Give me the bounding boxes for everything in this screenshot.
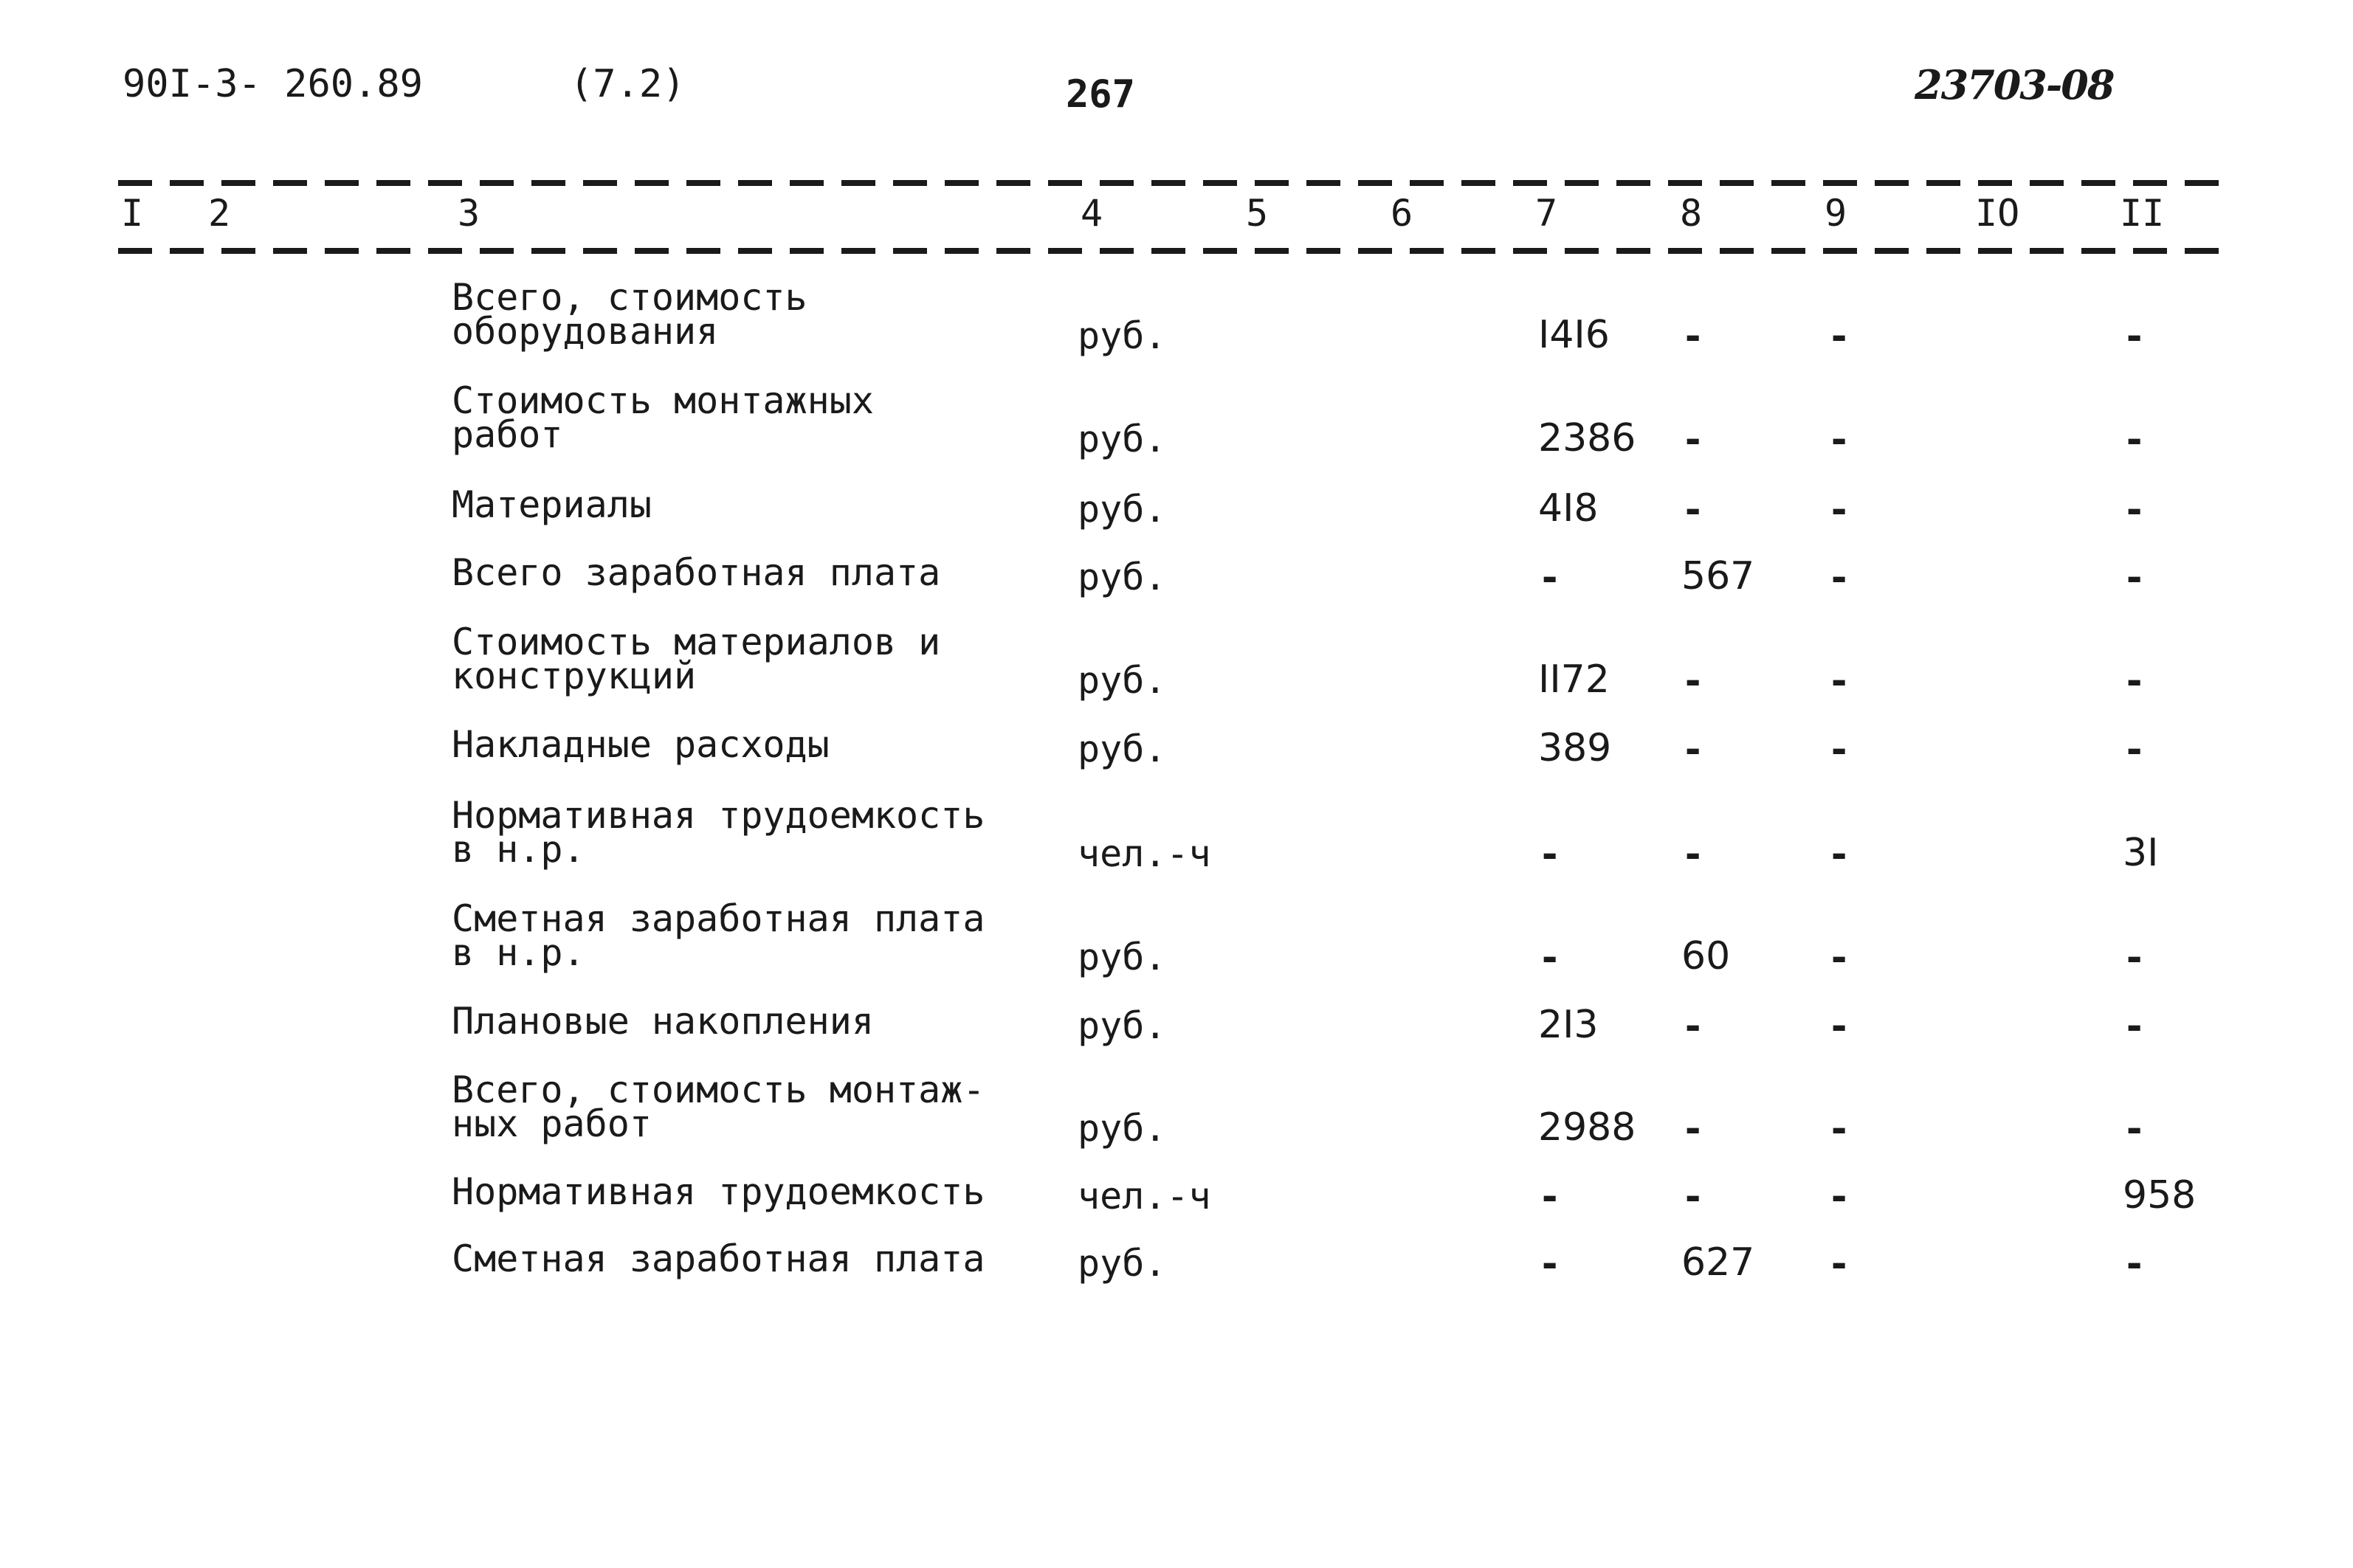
row-label-line: Нормативная трудоемкость <box>452 1170 985 1213</box>
unit-cell: руб. <box>1078 556 1167 598</box>
empty-value-dash: - <box>1681 832 1705 877</box>
column-header: 3 <box>458 192 480 235</box>
empty-value-dash: - <box>1827 936 1851 980</box>
empty-value-dash: - <box>2123 728 2146 772</box>
unit-cell: руб. <box>1078 1242 1167 1285</box>
unit-cell: руб. <box>1078 659 1167 702</box>
unit-cell: руб. <box>1078 728 1167 770</box>
empty-value-dash: - <box>1538 556 1562 600</box>
empty-value-dash: - <box>1538 936 1562 980</box>
value-cell: 2988 <box>1538 1105 1636 1150</box>
empty-value-dash: - <box>1681 1004 1705 1049</box>
row-label-line: Нормативная трудоемкость <box>452 794 985 837</box>
row-label-line: Сметная заработная плата <box>452 897 985 940</box>
empty-value-dash: - <box>1681 314 1705 359</box>
column-header: 5 <box>1246 192 1269 235</box>
row-label <box>452 1170 985 1213</box>
value-cell: 958 <box>2123 1173 2197 1218</box>
row-label-line: конструкций <box>452 655 697 697</box>
empty-value-dash: - <box>1681 1107 1705 1151</box>
unit-cell: чел.-ч <box>1078 1175 1211 1218</box>
column-header: 7 <box>1535 192 1558 235</box>
empty-value-dash: - <box>1538 1175 1562 1219</box>
empty-value-dash: - <box>2123 936 2146 980</box>
value-cell: 2386 <box>1538 416 1636 460</box>
empty-value-dash: - <box>1827 832 1851 877</box>
empty-value-dash: - <box>1827 314 1851 359</box>
empty-value-dash: - <box>2123 556 2146 600</box>
row-label <box>452 379 874 456</box>
empty-value-dash: - <box>1538 1242 1562 1286</box>
column-header: 4 <box>1081 192 1103 235</box>
unit-cell: руб. <box>1078 314 1167 357</box>
value-cell: 4I8 <box>1538 486 1599 531</box>
empty-value-dash: - <box>1827 1107 1851 1151</box>
page-number: 267 <box>1066 72 1135 117</box>
column-header: 2 <box>208 192 231 235</box>
unit-cell: руб. <box>1078 936 1167 978</box>
column-header: II <box>2120 192 2165 235</box>
empty-value-dash: - <box>1827 1242 1851 1286</box>
row-label-line: в н.р. <box>452 828 585 871</box>
table-header-rule <box>118 248 2229 254</box>
row-label <box>452 483 652 526</box>
table-top-rule <box>118 180 2229 186</box>
unit-cell: руб. <box>1078 1004 1167 1047</box>
value-cell: 627 <box>1681 1240 1755 1285</box>
empty-value-dash: - <box>1827 556 1851 600</box>
unit-cell: руб. <box>1078 418 1167 460</box>
row-label-line: в н.р. <box>452 931 585 974</box>
row-label <box>452 276 807 353</box>
empty-value-dash: - <box>1681 728 1705 772</box>
empty-value-dash: - <box>1827 1004 1851 1049</box>
row-label <box>452 1237 985 1280</box>
row-label-line: оборудования <box>452 310 719 353</box>
value-cell: 2I3 <box>1538 1003 1599 1047</box>
value-cell: 567 <box>1681 554 1755 598</box>
unit-cell: руб. <box>1078 488 1167 531</box>
empty-value-dash: - <box>1827 659 1851 703</box>
empty-value-dash: - <box>1681 659 1705 703</box>
row-label <box>452 551 941 594</box>
empty-value-dash: - <box>1827 728 1851 772</box>
column-header: 8 <box>1680 192 1703 235</box>
row-label-line: Всего заработная плата <box>452 551 941 594</box>
value-cell: II72 <box>1538 657 1610 702</box>
row-label-line: ных работ <box>452 1102 652 1145</box>
row-label-line: Материалы <box>452 483 652 526</box>
empty-value-dash: - <box>1681 1175 1705 1219</box>
column-header: I <box>121 192 144 235</box>
empty-value-dash: - <box>1827 418 1851 462</box>
column-header: IO <box>1975 192 2020 235</box>
empty-value-dash: - <box>2123 1107 2146 1151</box>
row-label-line: Накладные расходы <box>452 723 830 766</box>
row-label-line: Сметная заработная плата <box>452 1237 985 1280</box>
empty-value-dash: - <box>1538 832 1562 877</box>
unit-cell: чел.-ч <box>1078 832 1211 875</box>
row-label-line: Всего, стоимость <box>452 276 807 319</box>
column-header: 6 <box>1391 192 1413 235</box>
row-label <box>452 794 985 871</box>
value-cell: I4I6 <box>1538 313 1610 357</box>
row-label-line: Стоимость монтажных <box>452 379 874 422</box>
section-number: (7.2) <box>570 62 686 106</box>
row-label-line: Всего, стоимость монтаж- <box>452 1068 985 1111</box>
row-label <box>452 1000 874 1043</box>
row-label-line: Плановые накопления <box>452 1000 874 1043</box>
empty-value-dash: - <box>1827 488 1851 532</box>
row-label <box>452 621 941 697</box>
empty-value-dash: - <box>2123 1242 2146 1286</box>
inventory-stamp: 23703-08 <box>1915 61 2114 108</box>
document-code: 90I-3- 260.89 <box>123 62 423 106</box>
row-label <box>452 1068 985 1145</box>
empty-value-dash: - <box>1827 1175 1851 1219</box>
value-cell: 3I <box>2123 831 2159 875</box>
empty-value-dash: - <box>2123 1004 2146 1049</box>
value-cell: 389 <box>1538 726 1612 770</box>
empty-value-dash: - <box>2123 659 2146 703</box>
empty-value-dash: - <box>2123 314 2146 359</box>
row-label <box>452 897 985 974</box>
empty-value-dash: - <box>2123 418 2146 462</box>
row-label-line: работ <box>452 413 563 456</box>
unit-cell: руб. <box>1078 1107 1167 1150</box>
empty-value-dash: - <box>1681 488 1705 532</box>
empty-value-dash: - <box>2123 488 2146 532</box>
row-label-line: Стоимость материалов и <box>452 621 941 663</box>
value-cell: 60 <box>1681 934 1731 978</box>
row-label <box>452 723 830 766</box>
column-header: 9 <box>1825 192 1847 235</box>
empty-value-dash: - <box>1681 418 1705 462</box>
